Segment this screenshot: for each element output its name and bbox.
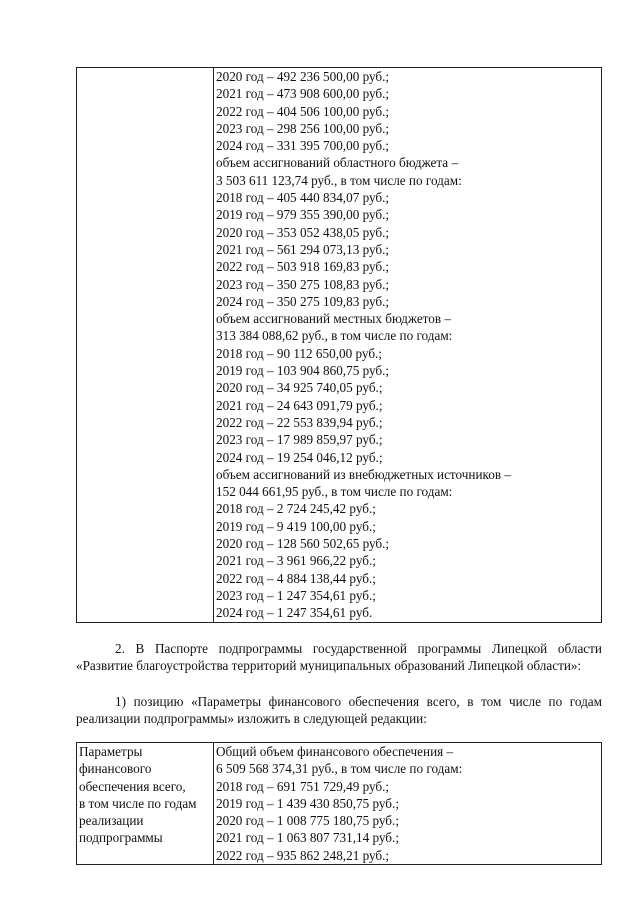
text-line: объем ассигнований местных бюджетов – [216, 311, 451, 327]
text-line: 2022 год – 404 506 100,00 руб.; [216, 103, 390, 119]
text-line: 2021 год – 1 063 807 731,14 руб.; [216, 830, 399, 846]
financing-table-continued [76, 67, 602, 623]
table-cell-empty [77, 68, 214, 623]
table-row [77, 743, 602, 865]
text-line: Общий объем финансового обеспечения – [216, 744, 454, 759]
text-line: 2021 год – 561 294 073,13 руб.; [216, 241, 390, 257]
text-line: 2022 год – 22 553 839,94 руб.; [216, 414, 383, 430]
paragraph-text: 1) позицию «Параметры финансового обеспечения всего, в том числе по годам реализации подпрограммы» изложить в следующей редакции: [76, 694, 602, 727]
text-line: 3 503 611 123,74 руб., в том числе по годам: [216, 172, 462, 188]
text-line: 2019 год – 103 904 860,75 руб.; [216, 363, 390, 379]
paragraph-subprogram-passport [76, 640, 602, 675]
table-cell-financing-values [214, 68, 602, 623]
text-line: 2018 год – 405 440 834,07 руб.; [216, 190, 390, 206]
paragraph-text: 2. В Паспорте подпрограммы государственной программы Липецкой области «Развитие благоустройства территорий муниципальных образований Липецкой области»: [76, 641, 602, 674]
text-line: 2020 год – 34 925 740,05 руб.; [216, 380, 383, 396]
text-line: реализации [79, 813, 144, 829]
text-line: 2021 год – 473 908 600,00 руб.; [216, 86, 390, 102]
text-line: 2020 год – 128 560 502,65 руб.; [216, 536, 390, 552]
text-line: 2023 год – 17 989 859,97 руб.; [216, 432, 383, 448]
text-line: 313 384 088,62 руб., в том числе по годам: [216, 328, 453, 344]
text-line: объем ассигнований из внебюджетных источников – [216, 466, 511, 482]
text-line: 2023 год – 350 275 108,83 руб.; [216, 276, 390, 292]
text-line: 2023 год – 1 247 354,61 руб.; [216, 587, 376, 603]
text-line: 2024 год – 350 275 109,83 руб.; [216, 293, 390, 309]
text-line: 2018 год – 90 112 650,00 руб.; [216, 345, 383, 361]
text-line: 2024 год – 331 395 700,00 руб.; [216, 138, 390, 154]
text-line: 2022 год – 4 884 138,44 руб.; [216, 570, 376, 586]
text-line: финансового [79, 761, 152, 777]
text-line: 2023 год – 298 256 100,00 руб.; [216, 120, 390, 136]
table-row [77, 68, 602, 623]
table-cell-parameter-label [77, 743, 214, 865]
financing-parameters-table [76, 742, 602, 865]
text-line: 2018 год – 2 724 245,42 руб.; [216, 501, 376, 517]
text-line: 2024 год – 19 254 046,12 руб.; [216, 449, 383, 465]
table-cell-financing-values [214, 743, 602, 865]
text-line: 2020 год – 1 008 775 180,75 руб.; [216, 813, 399, 829]
text-line: 2020 год – 353 052 438,05 руб.; [216, 224, 390, 240]
text-line: 2020 год – 492 236 500,00 руб.; [216, 69, 390, 84]
text-line: 2022 год – 935 862 248,21 руб.; [216, 847, 390, 863]
text-line: в том числе по годам [79, 795, 197, 811]
text-line: 2022 год – 503 918 169,83 руб.; [216, 259, 390, 275]
text-line: 2021 год – 24 643 091,79 руб.; [216, 397, 383, 413]
paragraph-position-change [76, 693, 602, 728]
text-line: 2019 год – 979 355 390,00 руб.; [216, 207, 390, 223]
text-line: объем ассигнований областного бюджета – [216, 155, 459, 171]
text-line: 2021 год – 3 961 966,22 руб.; [216, 553, 376, 569]
text-line: 6 509 568 374,31 руб., в том числе по годам: [216, 761, 463, 777]
text-line: 2024 год – 1 247 354,61 руб. [216, 605, 373, 621]
text-line: 2018 год – 691 751 729,49 руб.; [216, 778, 390, 794]
text-line: 2019 год – 9 419 100,00 руб.; [216, 518, 376, 534]
text-line: 152 044 661,95 руб., в том числе по годам: [216, 484, 453, 500]
text-line: 2019 год – 1 439 430 850,75 руб.; [216, 795, 399, 811]
text-line: обеспечения всего, [79, 778, 186, 794]
text-line: Параметры [79, 744, 143, 759]
text-line: подпрограммы [79, 830, 163, 846]
